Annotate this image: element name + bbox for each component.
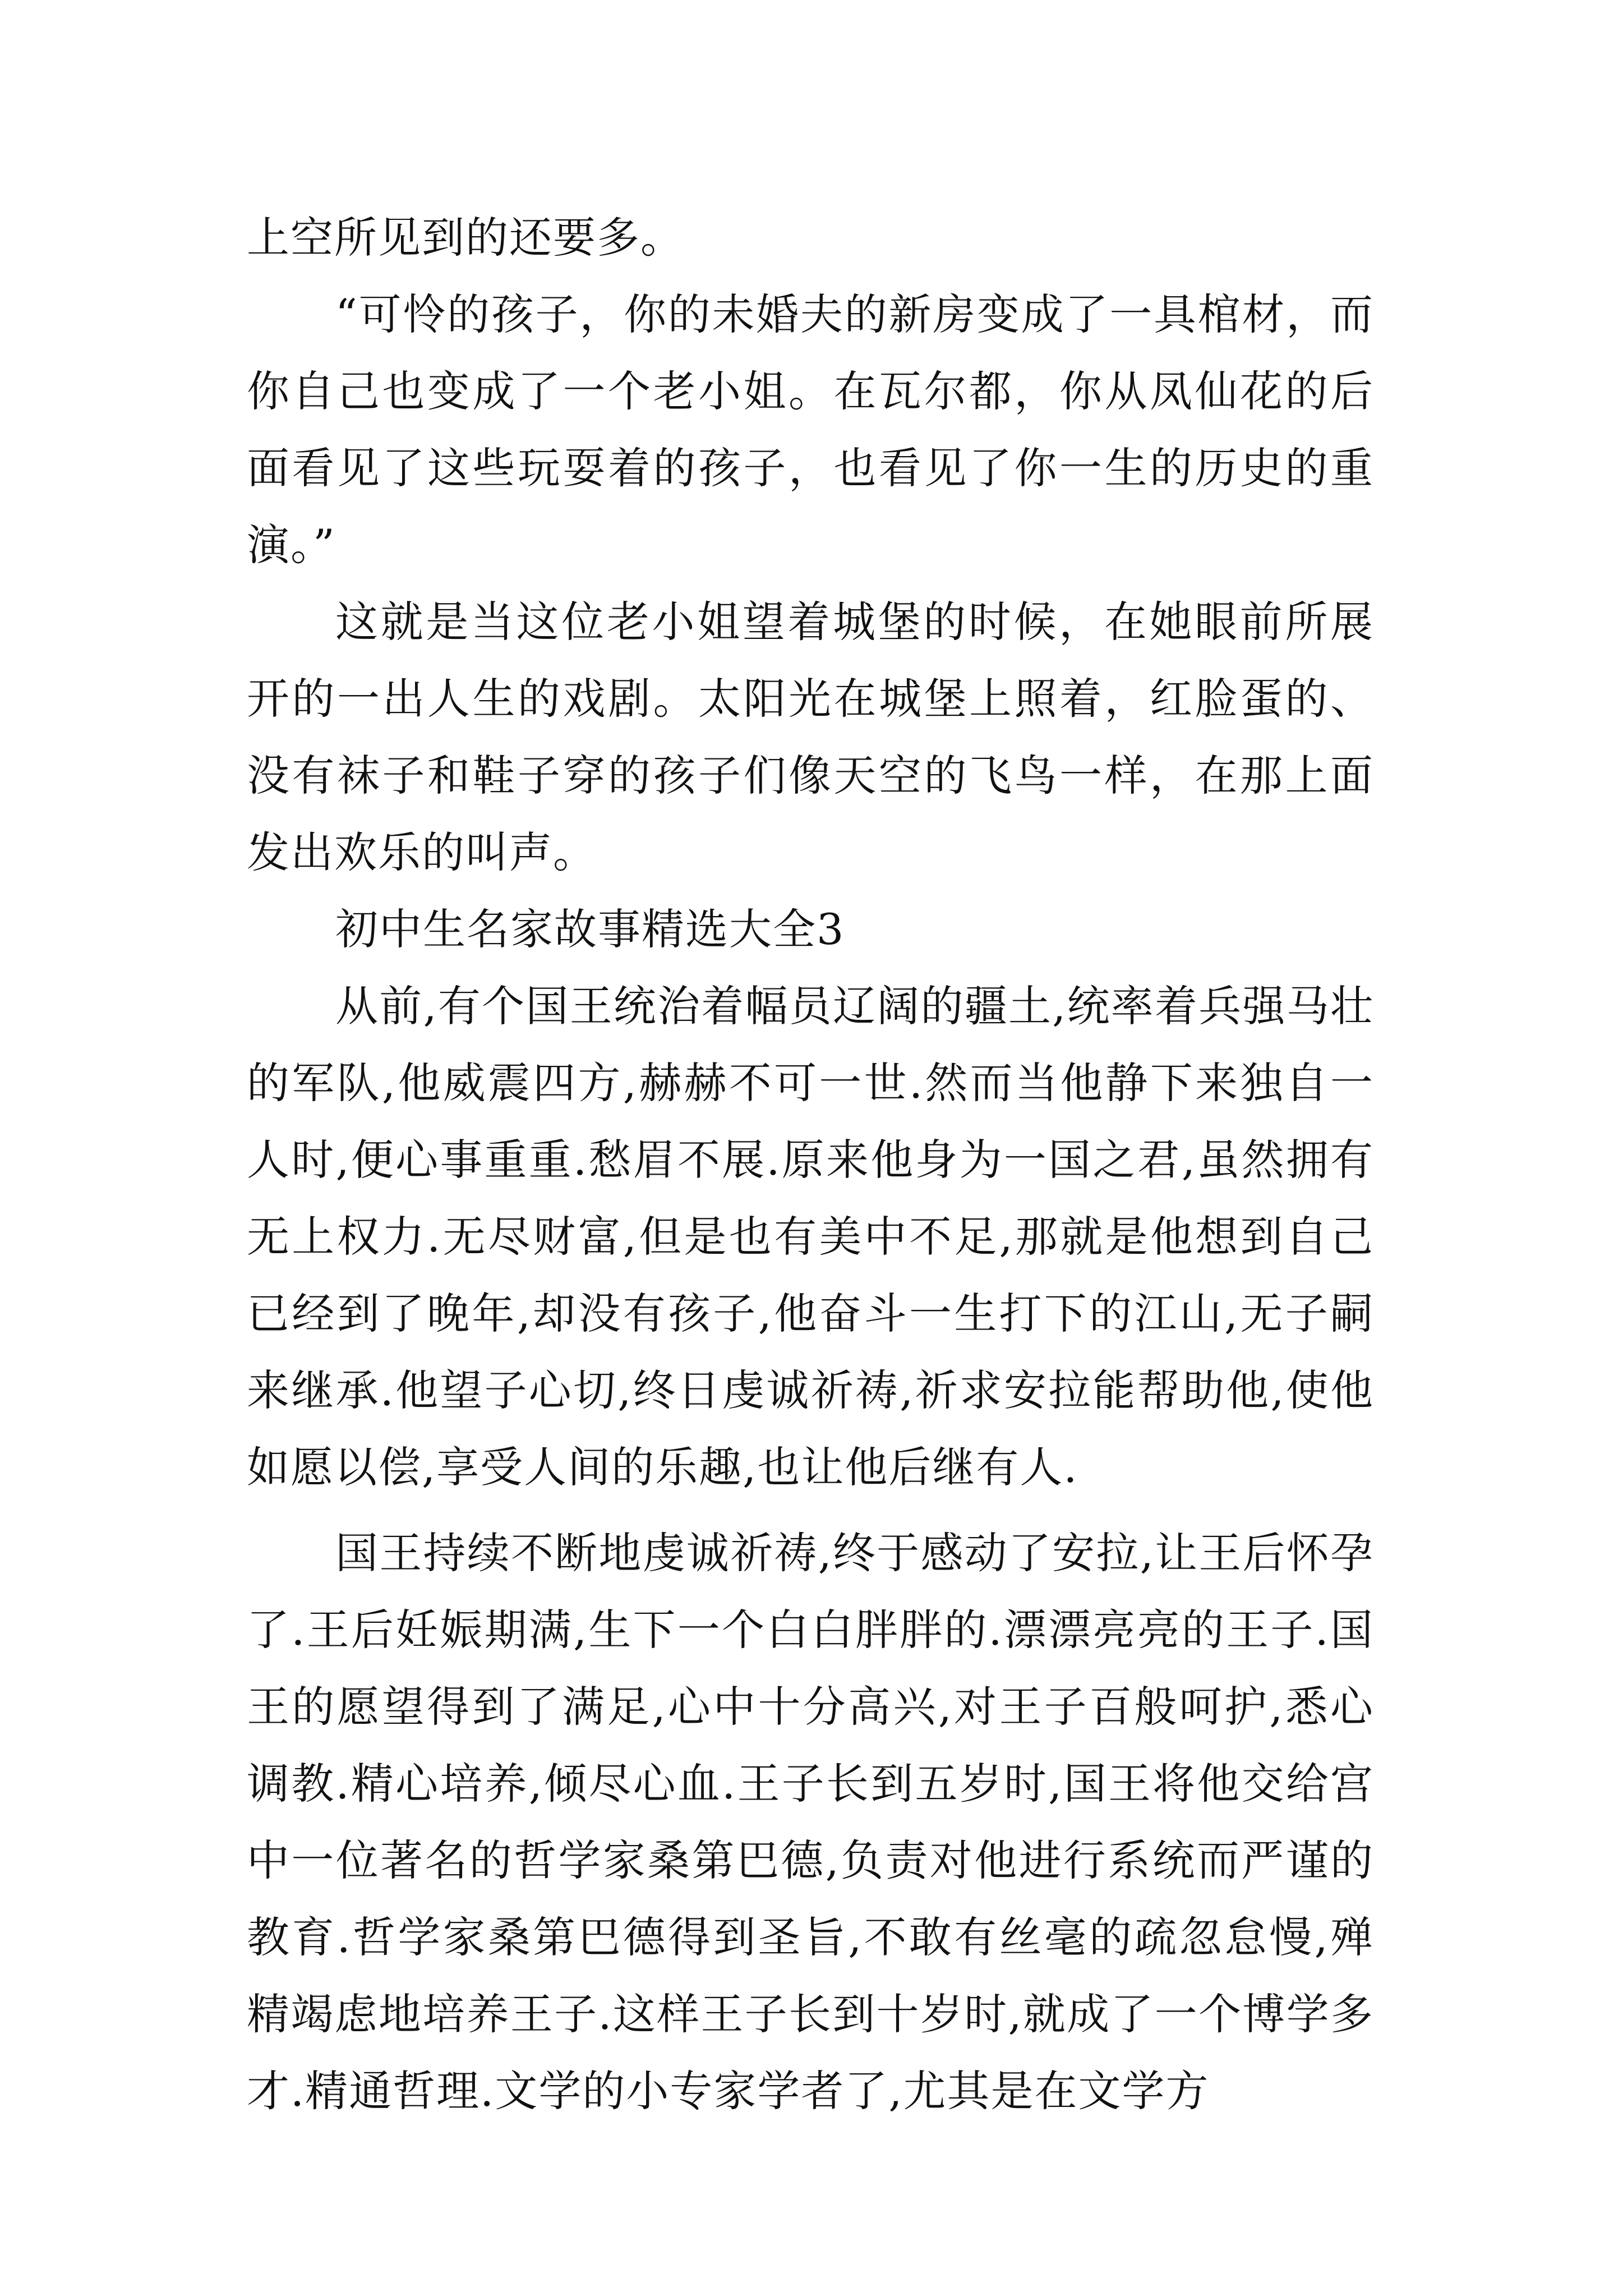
paragraph-continuation: 上空所见到的还要多。 bbox=[247, 213, 684, 263]
paragraph-quote: “可怜的孩子，你的未婚夫的新房变成了一具棺材，而你自己也变成了一个老小姐。在瓦尔都，你从凤仙花的后面看见了这些玩耍着的孩子，也看见了你一生的历史的重演。” bbox=[247, 289, 1374, 570]
paragraph-castle-scene: 这就是当这位老小姐望着城堡的时候，在她眼前所展开的一出人生的戏剧。太阳光在城堡上照着，红脸蛋的、没有袜子和鞋子穿的孩子们像天空的飞鸟一样，在那上面发出欢乐的叫声。 bbox=[247, 597, 1374, 877]
section-heading: 初中生名家故事精选大全3 bbox=[335, 904, 845, 954]
document-body bbox=[247, 199, 1374, 2129]
paragraph-king-story: 从前,有个国王统治着幅员辽阔的疆土,统率着兵强马壮的军队,他威震四方,赫赫不可一世.然而当他静下来独自一人时,便心事重重.愁眉不展.原来他身为一国之君,虽然拥有无上权力.无尽财富,但是也有美中不足,那就是他想到自己已经到了晚年,却没有孩子,他奋斗一生打下的江山,无子嗣来继承.他望子心切,终日虔诚祈祷,祈求安拉能帮助他,使他如愿以偿,享受人间的乐趣,也让他后继有人. bbox=[247, 981, 1374, 1492]
paragraph-prince-story: 国王持续不断地虔诚祈祷,终于感动了安拉,让王后怀孕了.王后妊娠期满,生下一个白白胖胖的.漂漂亮亮的王子.国王的愿望得到了满足,心中十分高兴,对王子百般呵护,悉心调教.精心培养,倾尽心血.王子长到五岁时,国王将他交给宫中一位著名的哲学家桑第巴德,负责对他进行系统而严谨的教育.哲学家桑第巴德得到圣旨,不敢有丝毫的疏忽怠慢,殚精竭虑地培养王子.这样王子长到十岁时,就成了一个博学多才.精通哲理.文学的小专家学者了,尤其是在文学方 bbox=[247, 1528, 1374, 2116]
